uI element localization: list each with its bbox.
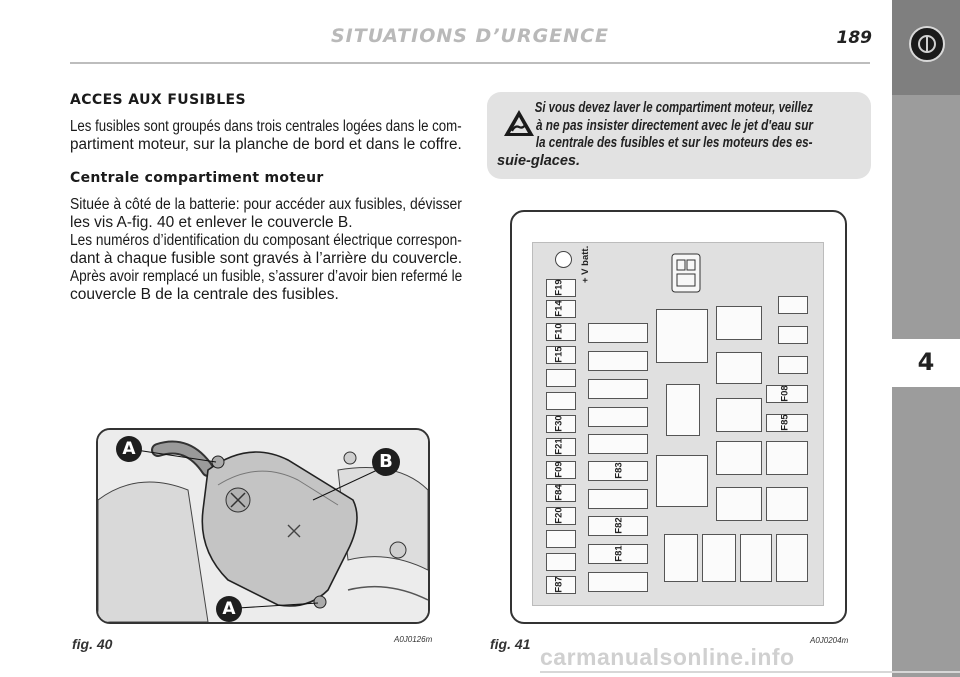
fuse-slot: F10 [546, 323, 576, 341]
relay-slot [716, 441, 762, 475]
intro-paragraph [70, 118, 462, 154]
relay-slot [716, 306, 762, 340]
body-line: Après avoir remplacé un fusible, s’assurer d’avoir bien refermé le [70, 268, 463, 285]
fuse-slot [546, 392, 576, 410]
relay-slot [656, 309, 708, 363]
relay-slot [766, 441, 808, 475]
vbatt-label: + V batt. [580, 245, 591, 283]
fuse-slot [546, 530, 576, 548]
fuse-slot: F81 [588, 544, 648, 564]
fuse-slot: F15 [546, 346, 576, 364]
vbatt-terminal-icon [555, 251, 572, 268]
relay-slot [766, 487, 808, 521]
fuse-slot [588, 323, 648, 343]
connector-slot [664, 534, 698, 582]
fuse-slot [588, 434, 648, 454]
fuse-slot: F09 [546, 461, 576, 479]
fuse-slot [588, 407, 648, 427]
fuse-slot: F87 [546, 576, 576, 594]
figure-41-caption: fig. 41 [490, 636, 531, 652]
callout-a-bottom: A [216, 596, 242, 622]
section-heading: ACCES AUX FUSIBLES [70, 92, 247, 108]
figure-40-frame [96, 428, 430, 624]
figure-40-code: A0J0126m [394, 635, 433, 644]
callout-b: B [372, 448, 400, 476]
body-line: Située à côté de la batterie: pour accéder aux fusibles, dévisser [70, 196, 462, 213]
relay-slot [666, 384, 700, 436]
warning-text [497, 100, 861, 170]
fuse-slot: F84 [546, 484, 576, 502]
relay-slot [716, 398, 762, 432]
body-paragraph [70, 196, 462, 304]
figure-41-code: A0J0204m [810, 636, 849, 645]
fuse-slot [588, 351, 648, 371]
warning-line: Si vous devez laver le compartiment moteur, veillez [534, 100, 813, 116]
connector-slot [776, 534, 808, 582]
intro-line: partiment moteur, sur la planche de bord et dans le coffre. [70, 136, 462, 153]
chapter-title: SITUATIONS D’URGENCE [330, 25, 609, 47]
fuse-slot: F20 [546, 507, 576, 525]
fuse-slot: F85 [766, 414, 808, 432]
figure-40-caption: fig. 40 [72, 636, 113, 652]
connector-slot [740, 534, 772, 582]
fuse-slot [778, 356, 808, 374]
warning-line: la centrale des fusibles et sur les moteurs des es- [535, 135, 813, 151]
fuse-slot: F83 [588, 461, 648, 481]
fuse-slot [546, 553, 576, 571]
body-line: dant à chaque fusible sont gravés à l’arrière du couvercle. [70, 250, 463, 267]
relay-slot [716, 487, 762, 521]
page-number: 189 [836, 28, 872, 48]
body-line: les vis A-fig. 40 et enlever le couvercle B. [70, 214, 353, 231]
relay-slot [656, 455, 708, 507]
fuse-slot: F82 [588, 516, 648, 536]
fuse-slot: F08 [766, 385, 808, 403]
connector-slot [702, 534, 736, 582]
brand-logo-icon [909, 26, 945, 62]
fuse-slot [778, 326, 808, 344]
relay-slot [716, 352, 762, 384]
fuse-slot: F19 [546, 279, 576, 297]
intro-line: Les fusibles sont groupés dans trois centrales logées dans le com- [70, 118, 462, 135]
fuse-slot [546, 369, 576, 387]
callout-a-top: A [116, 436, 142, 462]
warning-line: à ne pas insister directement avec le jet d'eau sur [535, 117, 813, 134]
body-line: Les numéros d’identification du composant électrique correspon- [70, 232, 462, 249]
fuse-slot: F21 [546, 438, 576, 456]
subsection-heading: Centrale compartiment moteur [70, 170, 324, 186]
fuse-slot: F14 [546, 300, 576, 318]
fuse-slot [778, 296, 808, 314]
watermark-rule [540, 671, 960, 673]
fuse-slot [588, 489, 648, 509]
body-line: couvercle B de la centrale des fusibles. [70, 286, 339, 303]
chapter-number: 4 [917, 348, 935, 376]
fuse-slot [588, 379, 648, 399]
header-rule [70, 62, 870, 64]
watermark-text: carmanualsonline.info [540, 644, 795, 670]
fuse-slot [588, 572, 648, 592]
fuse-slot: F30 [546, 415, 576, 433]
relay-connector-icon [670, 252, 702, 294]
warning-line: suie-glaces. [497, 152, 581, 169]
